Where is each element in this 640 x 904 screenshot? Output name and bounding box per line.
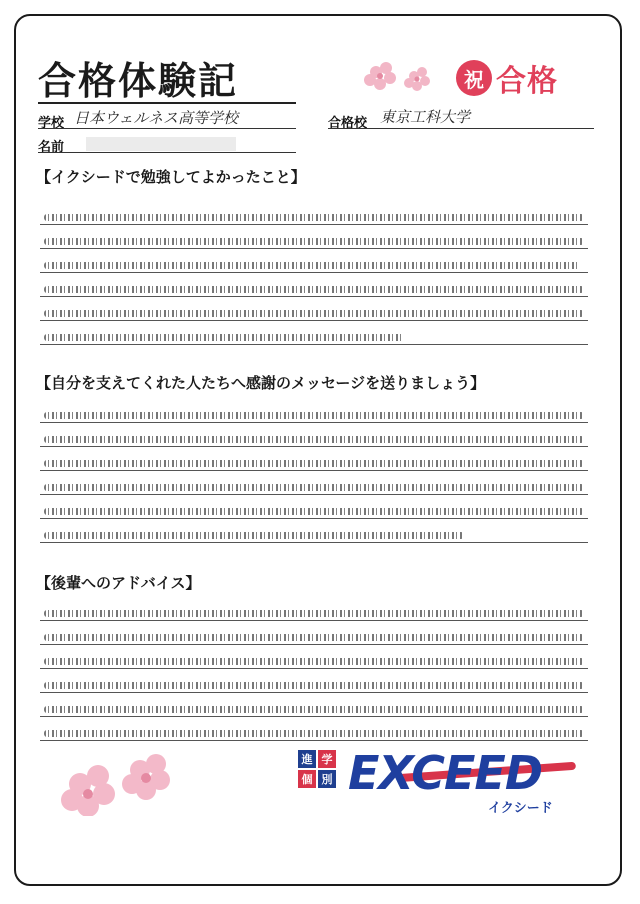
rule-line	[40, 296, 588, 297]
rule-line	[40, 692, 588, 693]
congrats-badge	[456, 56, 558, 100]
school-label: 学校	[38, 116, 65, 131]
pass-underline	[328, 128, 594, 129]
rule-line	[40, 620, 588, 621]
rule-line	[40, 320, 588, 321]
handwriting-line	[44, 508, 584, 515]
badge-circle: 祝	[456, 60, 492, 96]
page-title: 合格体験記	[38, 59, 239, 103]
pass-value: 東京工科大学	[380, 108, 471, 126]
handwriting-line	[44, 658, 584, 665]
logo-box: 学	[318, 750, 336, 768]
rule-line	[40, 716, 588, 717]
rule-line	[40, 644, 588, 645]
handwriting-line	[44, 286, 584, 293]
section-heading-2: 【自分を支えてくれた人たちへ感謝のメッセージを送りましょう】	[36, 374, 486, 392]
logo-box: 個	[298, 770, 316, 788]
handwriting-line	[44, 706, 584, 713]
rule-line	[40, 446, 588, 447]
rule-line	[40, 542, 588, 543]
rule-line	[40, 494, 588, 495]
logo-box: 進	[298, 750, 316, 768]
handwriting-line	[44, 634, 584, 641]
handwriting-line	[44, 214, 584, 221]
pass-label: 合格校	[328, 116, 368, 131]
school-value: 日本ウェルネス高等学校	[74, 109, 238, 127]
handwriting-line	[44, 334, 404, 341]
handwriting-line	[44, 484, 584, 491]
name-label: 名前	[38, 140, 65, 155]
handwriting-line	[44, 436, 584, 443]
exceed-logo-subtitle: イクシード	[488, 801, 553, 816]
cherry-blossom-icon	[362, 58, 452, 98]
name-underline	[38, 152, 296, 153]
handwriting-line	[44, 532, 464, 539]
handwriting-line	[44, 610, 584, 617]
handwriting-line	[44, 682, 584, 689]
rule-line	[40, 224, 588, 225]
rule-line	[40, 422, 588, 423]
rule-line	[40, 668, 588, 669]
handwriting-line	[44, 310, 584, 317]
exceed-logo: EXCEED	[348, 746, 543, 800]
rule-line	[40, 272, 588, 273]
name-redacted	[86, 137, 236, 151]
title-underline	[38, 102, 296, 104]
rule-line	[40, 470, 588, 471]
rule-line	[40, 344, 588, 345]
handwriting-line	[44, 412, 584, 419]
handwriting-line	[44, 262, 580, 269]
section-heading-3: 【後輩へのアドバイス】	[36, 574, 201, 592]
cherry-blossom-icon	[40, 736, 180, 816]
rule-line	[40, 248, 588, 249]
handwriting-line	[44, 238, 584, 245]
section-heading-1: 【イクシードで勉強してよかったこと】	[36, 168, 306, 186]
handwriting-line	[44, 460, 584, 467]
school-underline	[38, 128, 296, 129]
logo-box: 別	[318, 770, 336, 788]
rule-line	[40, 518, 588, 519]
badge-word: 合格	[496, 64, 558, 99]
